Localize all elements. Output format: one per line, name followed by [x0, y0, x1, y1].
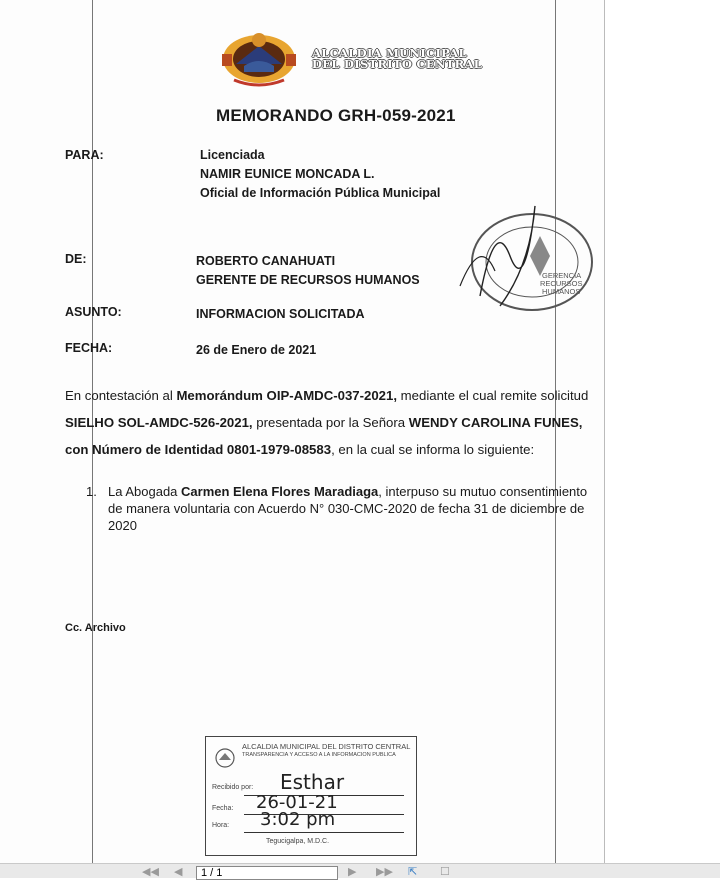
seal-center-line-1: GERENCIA — [542, 271, 582, 280]
seal-center-line-2: RECURSOS — [540, 279, 583, 288]
de-sender — [196, 252, 420, 290]
item-text-2: , interpuso su mutuo consentimiento de manera voluntaria con Acuerdo N° 030-CMC-2020 de fecha 31 de diciembre de 2020 — [108, 484, 588, 533]
list-item-text — [108, 483, 604, 534]
time-label: Hora: — [212, 822, 230, 829]
body-text-3: presentada por la Señora — [252, 415, 409, 430]
para-line-2: NAMIR EUNICE MONCADA L. — [200, 167, 375, 181]
fecha-value: 26 de Enero de 2021 — [196, 343, 317, 357]
para-line-3: Oficial de Información Pública Municipal — [200, 186, 441, 200]
fit-page-icon[interactable]: ⇱ — [408, 866, 418, 878]
page-number-input[interactable]: 1 / 1 — [196, 866, 338, 880]
item-bold-name: Carmen Elena Flores Maradiaga — [181, 484, 379, 499]
prev-page-icon[interactable]: ◀ — [174, 866, 183, 878]
stamp-city: Tegucigalpa, M.D.C. — [266, 838, 330, 845]
de-line-2: GERENTE DE RECURSOS HUMANOS — [196, 273, 420, 287]
para-line-1: Licenciada — [200, 148, 265, 162]
de-label: DE: — [65, 252, 87, 266]
seal-center-line-3: HUMANOS — [542, 287, 581, 296]
next-page-icon[interactable]: ▶ — [348, 866, 357, 878]
fecha-label: FECHA: — [65, 341, 113, 355]
fullscreen-icon[interactable]: ☐ — [440, 866, 450, 878]
stamp-header: ALCALDIA MUNICIPAL DEL DISTRITO CENTRAL — [242, 742, 411, 751]
memo-body-paragraph — [65, 382, 605, 463]
de-line-1: ROBERTO CANAHUATI — [196, 254, 336, 268]
received-by-label: Recibido por: — [212, 784, 254, 791]
municipality-name-line1: ALCALDIA MUNICIPAL — [312, 46, 467, 60]
body-text-1: En contestación al — [65, 388, 177, 403]
municipality-name-line2: DEL DISTRITO CENTRAL — [312, 57, 483, 71]
stamp-emblem-icon — [214, 747, 236, 769]
right-blank-margin — [604, 0, 720, 863]
asunto-value: INFORMACION SOLICITADA — [196, 307, 365, 321]
para-recipient — [200, 146, 440, 203]
time-value: 3:02 pm — [260, 809, 336, 830]
last-page-icon[interactable]: ▶▶ — [376, 866, 393, 878]
stamp-subheader: TRANSPARENCIA Y ACCESO A LA INFORMACION PUBLICA — [242, 752, 396, 758]
para-label: PARA: — [65, 148, 104, 162]
body-bold-1: Memorándum OIP-AMDC-037-2021, — [176, 388, 398, 403]
body-bold-2: SIELHO SOL-AMDC-526-2021, — [65, 415, 253, 430]
received-by-value: Esthar — [280, 770, 345, 794]
body-bold-3: WENDY CAROLINA FUNES, con Número de Identidad 0801-1979-08583 — [65, 415, 583, 457]
asunto-label: ASUNTO: — [65, 305, 122, 319]
date-label: Fecha: — [212, 805, 234, 812]
hr-department-seal — [440, 196, 600, 316]
received-stamp — [205, 736, 417, 856]
cc-archive: Cc. Archivo — [65, 622, 126, 634]
body-text-2: mediante el cual remite solicitud — [397, 388, 589, 403]
municipal-coat-of-arms-logo — [214, 26, 304, 88]
body-text-4: , en la cual se informa lo siguiente: — [331, 442, 535, 457]
time-rule — [244, 832, 404, 833]
first-page-icon[interactable]: ◀◀ — [142, 866, 159, 878]
date-value: 26-01-21 — [256, 792, 338, 813]
list-item-number: 1. — [86, 484, 97, 499]
memo-title: MEMORANDO GRH-059-2021 — [216, 106, 456, 125]
municipality-name — [312, 48, 482, 70]
item-text-1: La Abogada — [108, 484, 182, 499]
pdf-viewer-toolbar — [0, 863, 720, 878]
